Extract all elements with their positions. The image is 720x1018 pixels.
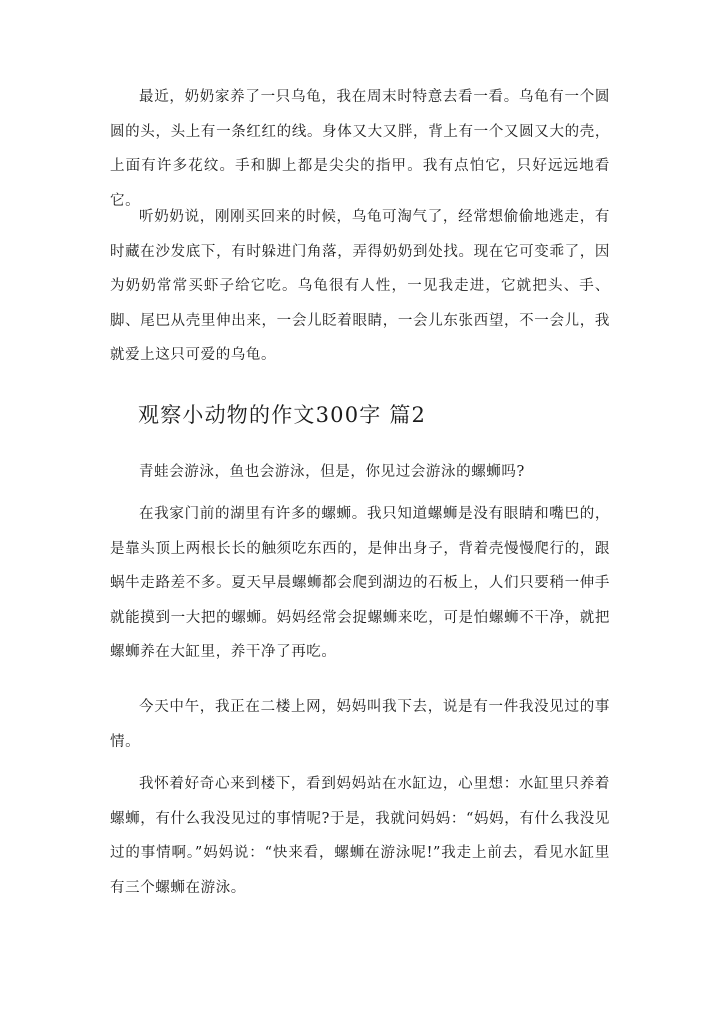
paragraph-turtle-behavior: 听奶奶说，刚刚买回来的时候，乌龟可淘气了，经常想偷偷地逃走，有时藏在沙发底下，有时躲进门角落，弄得奶奶到处找。现在它可变乖了，因为奶奶常常买虾子给它吃。乌龟很有人性，一见我走进，它就把头、手、脚、尾巴从壳里伸出来，一会儿眨着眼睛，一会儿东张西望，不一会儿，我就爱上这只可爱的乌龟。 — [110, 209, 610, 363]
paragraph-snail-swimming: 我怀着好奇心来到楼下，看到妈妈站在水缸边，心里想：水缸里只养着螺蛳，有什么我没见过的事情呢?于是，我就问妈妈：“妈妈，有什么我没见过的事情啊。”妈妈说：“快来看，螺蛳在游泳呢!”我走上前去，看见水缸里有三个螺蛳在游泳。 — [110, 776, 610, 896]
paragraph-snail-question: 青蛙会游泳，鱼也会游泳，但是，你见过会游泳的螺蛳吗? — [139, 464, 525, 480]
paragraph-snail-lake: 在我家门前的湖里有许多的螺蛳。我只知道螺蛳是没有眼睛和嘴巴的，是靠头顶上两根长长的触须吃东西的，是伸出身子，背着壳慢慢爬行的，跟蜗牛走路差不多。夏天早晨螺蛳都会爬到湖边的石板上，人们只要稍一伸手就能摸到一大把的螺蛳。妈妈经常会捉螺蛳来吃，可是怕螺蛳不干净，就把螺蛳养在大缸里，养干净了再吃。 — [110, 506, 610, 660]
paragraph-turtle-description: 最近，奶奶家养了一只乌龟，我在周末时特意去看一看。乌龟有一个圆圆的头，头上有一条红红的线。身体又大又胖，背上有一个又圆又大的壳，上面有许多花纹。手和脚上都是尖尖的指甲。我有点怕它，只好远远地看它。 — [110, 89, 610, 209]
section-heading: 观察小动物的作文300字 篇2 — [138, 403, 427, 427]
paragraph-noon-call: 今天中午，我正在二楼上网，妈妈叫我下去，说是有一件我没见过的事情。 — [110, 699, 610, 750]
